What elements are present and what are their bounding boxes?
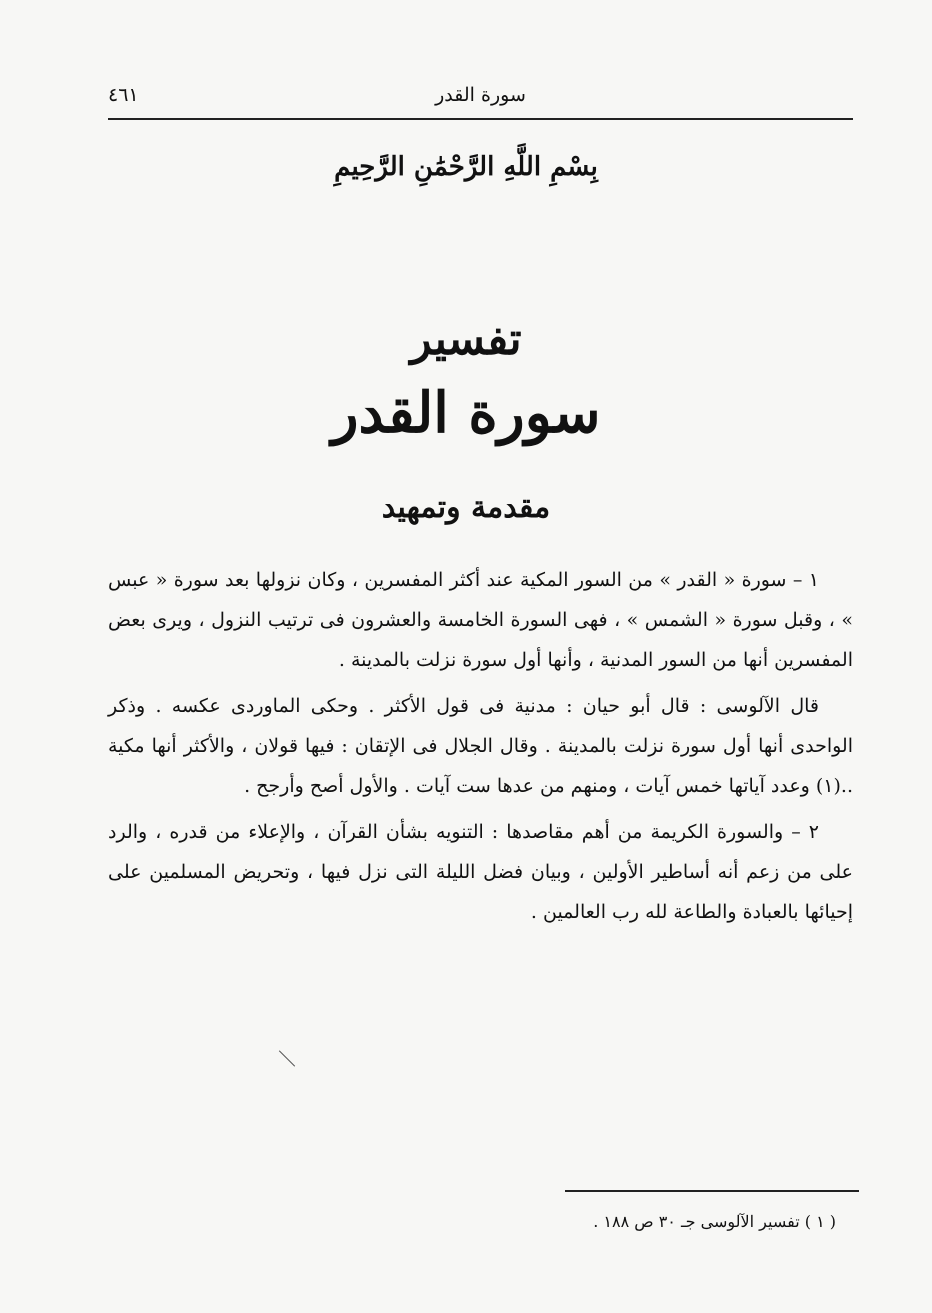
header-rule xyxy=(108,118,853,120)
paragraph-2: قال الآلوسى : قال أبو حيان : مدنية فى قول الأكثر . وحكى الماوردى عكسه . وذكر الواحدى أنها أول سورة نزلت بالمدينة . وقال الجلال فى الإتقان : فيها قولان ، والأكثر أنها مكية ..(١) وعدد آياتها خمس آيات ، ومنهم من عدها ست آيات . والأول أصح وأرجح . xyxy=(108,695,853,797)
page-number: ٤٦١ xyxy=(108,84,139,106)
running-header xyxy=(108,82,853,114)
footnote: ( ١ ) تفسير الآلوسى جـ ٣٠ ص ١٨٨ . xyxy=(593,1212,836,1231)
title-line-1: تفسير xyxy=(410,314,522,365)
scan-mark xyxy=(279,1050,295,1066)
paragraph-1: ١ – سورة « القدر » من السور المكية عند أكثر المفسرين ، وكان نزولها بعد سورة « عبس » ، وقبل سورة « الشمس » ، فهى السورة الخامسة والعشرون فى ترتيب النزول ، ويرى بعض المفسرين أنها من السور المدنية ، وأنها أول سورة نزلت بالمدينة . xyxy=(108,569,853,671)
footnote-rule xyxy=(565,1190,859,1192)
header-title: سورة القدر xyxy=(435,84,526,106)
body-text xyxy=(108,560,853,938)
section-heading: مقدمة وتمهيد xyxy=(381,490,551,525)
paragraph-3: ٢ – والسورة الكريمة من أهم مقاصدها : التنويه بشأن القرآن ، والإعلاء من قدره ، والرد على من زعم أنه أساطير الأولين ، وبيان فضل الليلة التى نزل فيها ، وتحريض المسلمين على إحيائها بالعبادة والطاعة لله رب العالمين . xyxy=(108,821,853,923)
basmala: بِسْمِ اللَّهِ الرَّحْمَٰنِ الرَّحِيمِ xyxy=(334,152,598,182)
title-line-2: سورة القدر xyxy=(331,380,601,446)
